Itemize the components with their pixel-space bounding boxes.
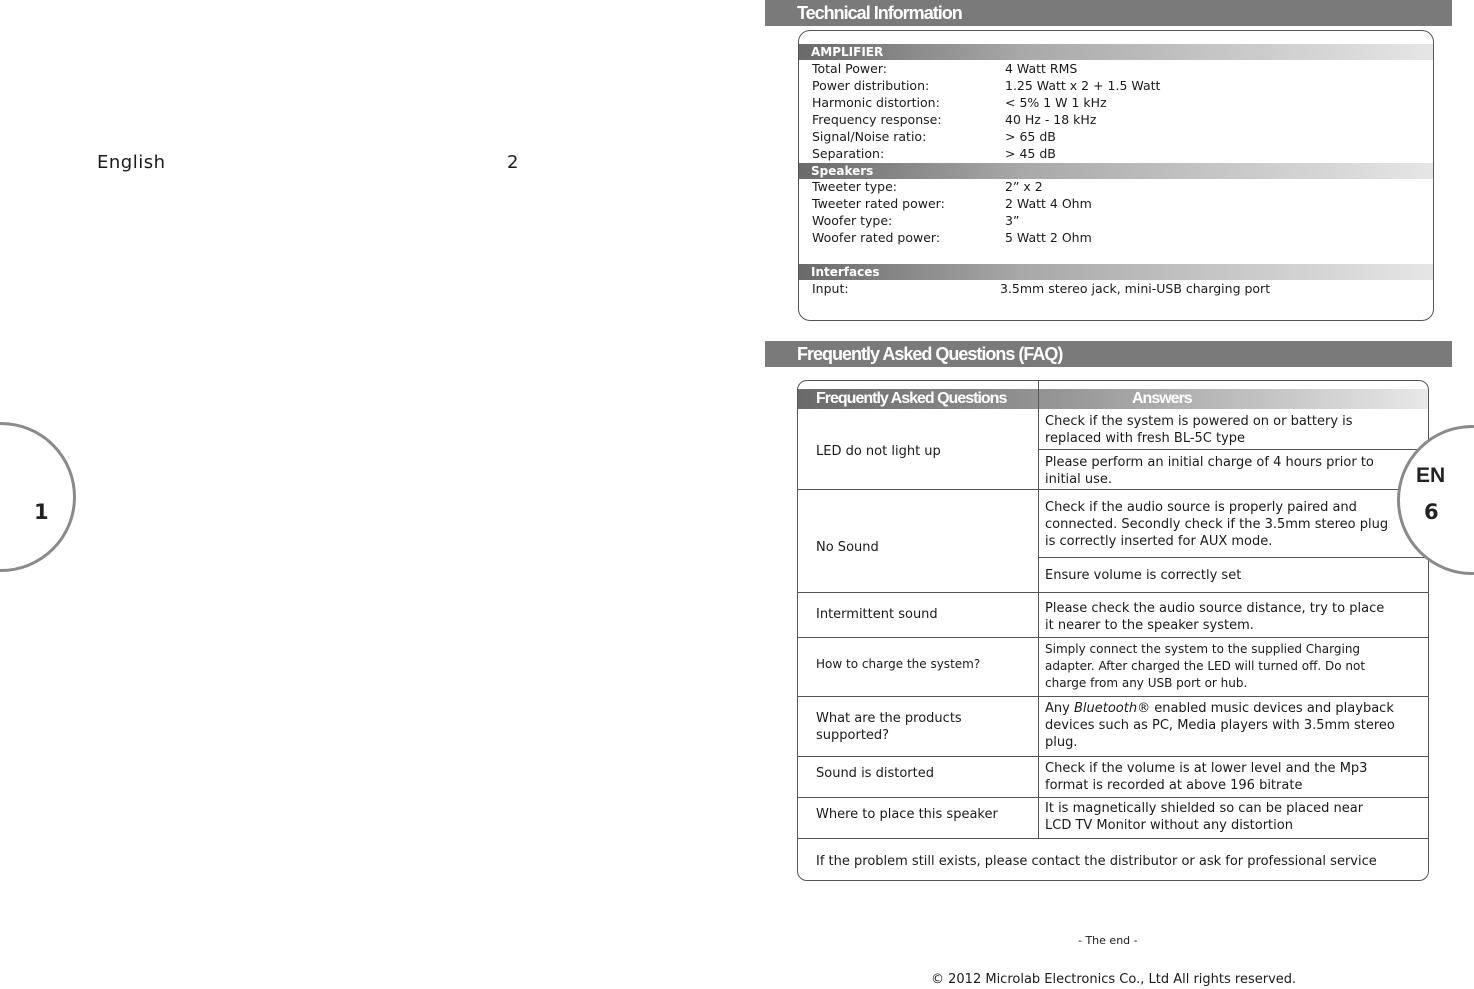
faq-answer: Please check the audio source distance, try to place it nearer to the speaker system. xyxy=(1045,601,1385,633)
faq-title: Frequently Asked Questions (FAQ) xyxy=(765,341,1452,367)
spec-label: Input: xyxy=(812,281,849,296)
faq-divider xyxy=(1038,449,1428,450)
spec-label: Separation: xyxy=(812,146,885,161)
spec-label: Total Power: xyxy=(812,61,887,76)
left-page-tab-circle xyxy=(0,422,76,572)
faq-divider xyxy=(1038,557,1428,558)
spec-value: 40 Hz - 18 kHz xyxy=(1005,112,1097,127)
spec-label: Woofer rated power: xyxy=(812,230,941,245)
spec-label: Signal/Noise ratio: xyxy=(812,129,927,144)
spec-row xyxy=(812,196,1092,212)
faq-question: How to charge the system? xyxy=(816,657,981,671)
interfaces-heading: Interfaces xyxy=(799,264,1433,280)
end-marker: - The end - xyxy=(1078,934,1138,947)
spec-value: > 65 dB xyxy=(1005,129,1056,144)
faq-col-questions: Frequently Asked Questions xyxy=(816,390,1007,407)
spec-row xyxy=(812,78,1161,94)
tech-info-title: Technical Information xyxy=(765,0,1452,26)
spec-row xyxy=(812,281,1271,297)
spec-value: > 45 dB xyxy=(1005,146,1056,161)
language-tab: EN xyxy=(1416,464,1446,487)
spec-label: Tweeter rated power: xyxy=(812,196,945,211)
left-tab-number: 1 xyxy=(34,500,49,524)
faq-divider xyxy=(798,637,1428,638)
faq-question: Sound is distorted xyxy=(816,766,934,781)
faq-answer: Check if the volume is at lower level and the Mp3 format is recorded at above 196 bitrate xyxy=(1045,761,1368,793)
spec-row xyxy=(812,112,1097,128)
spec-value: 5 Watt 2 Ohm xyxy=(1005,230,1092,245)
spec-row xyxy=(812,179,1043,195)
faq-answer: Ensure volume is correctly set xyxy=(1045,568,1242,583)
bluetooth-text: Bluetooth xyxy=(1073,701,1138,716)
spec-value: 1.25 Watt x 2 + 1.5 Watt xyxy=(1005,78,1161,93)
amplifier-heading: AMPLIFIER xyxy=(799,44,1433,60)
spec-row xyxy=(812,213,1020,229)
spec-label: Harmonic distortion: xyxy=(812,95,940,110)
spec-value: 3.5mm stereo jack, mini-USB charging port xyxy=(1000,281,1271,296)
copyright: © 2012 Microlab Electronics Co., Ltd All rights reserved. xyxy=(931,972,1297,987)
spec-value: 3” xyxy=(1005,213,1020,228)
faq-answer: Please perform an initial charge of 4 hours prior to initial use. xyxy=(1045,455,1374,487)
tech-spec-box xyxy=(798,30,1434,321)
spec-label: Frequency response: xyxy=(812,112,942,127)
spec-row xyxy=(812,61,1078,77)
spec-value: 2 Watt 4 Ohm xyxy=(1005,196,1092,211)
left-page-language: English xyxy=(97,152,166,173)
faq-question: Where to place this speaker xyxy=(816,807,998,822)
faq-table xyxy=(797,380,1429,881)
faq-answer: Check if the audio source is properly paired and connected. Secondly check if the 3.5mm stereo plug is correctly inserted for AUX mode. xyxy=(1045,500,1389,549)
left-page-number: 2 xyxy=(507,152,519,173)
spec-row xyxy=(812,129,1056,145)
faq-answer: Simply connect the system to the supplied Charging adapter. After charged the LED will turned off. Do not charge from any USB port or hub. xyxy=(1045,642,1366,690)
faq-divider xyxy=(798,696,1428,697)
spec-value: 4 Watt RMS xyxy=(1005,61,1078,76)
spec-row xyxy=(812,146,1056,162)
answer-text: ® enabled music devices and playback devices such as PC, Media players with 3.5mm stereo plug. xyxy=(1045,701,1395,750)
faq-divider xyxy=(798,592,1428,593)
right-tab-number: 6 xyxy=(1424,500,1439,524)
faq-footer-note: If the problem still exists, please contact the distributor or ask for professional service xyxy=(816,854,1377,869)
faq-divider xyxy=(798,797,1428,798)
faq-question: Intermittent sound xyxy=(816,607,938,622)
spec-value: < 5% 1 W 1 kHz xyxy=(1005,95,1107,110)
answer-text: Any xyxy=(1045,701,1074,716)
faq-divider xyxy=(798,756,1428,757)
speakers-heading: Speakers xyxy=(799,163,1433,179)
faq-table-header xyxy=(798,389,1428,409)
faq-answer: Check if the system is powered on or battery is replaced with fresh BL-5C type xyxy=(1045,414,1353,446)
spec-label: Tweeter type: xyxy=(812,179,898,194)
spec-label: Woofer type: xyxy=(812,213,893,228)
faq-answer xyxy=(1045,700,1395,751)
spec-row xyxy=(812,95,1107,111)
faq-divider xyxy=(798,838,1428,839)
faq-question: LED do not light up xyxy=(816,444,941,459)
spec-value: 2” x 2 xyxy=(1005,179,1043,194)
spec-label: Power distribution: xyxy=(812,78,930,93)
faq-answer: It is magnetically shielded so can be placed near LCD TV Monitor without any distortion xyxy=(1045,801,1364,833)
spec-row xyxy=(812,230,1092,246)
faq-col-answers: Answers xyxy=(1132,390,1192,407)
faq-question: No Sound xyxy=(816,540,879,555)
faq-divider xyxy=(798,489,1428,490)
faq-question: What are the products supported? xyxy=(816,711,962,743)
